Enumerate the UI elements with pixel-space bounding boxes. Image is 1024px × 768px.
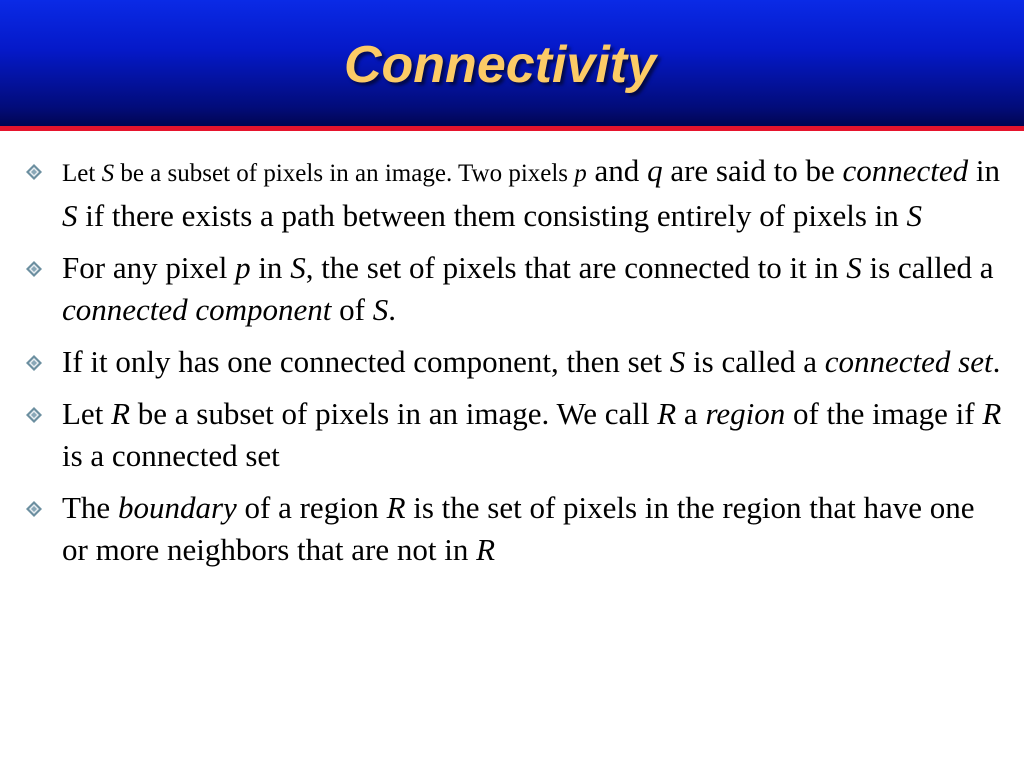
bullet-text — [62, 250, 994, 327]
bullet-text — [62, 153, 1000, 233]
text-run: is called a — [861, 250, 994, 285]
text-run: of the image if — [785, 396, 983, 431]
text-run: R — [476, 532, 496, 567]
text-run: . — [388, 292, 396, 327]
text-run: be a subset of pixels in an image. We call — [130, 396, 658, 431]
text-run: is called a — [685, 344, 825, 379]
text-run: in — [250, 250, 291, 285]
bullet-item — [22, 393, 1007, 477]
text-run: R — [111, 396, 130, 431]
text-run: p — [574, 160, 587, 187]
text-run: S — [372, 292, 389, 327]
text-run: boundary — [117, 490, 237, 525]
diamond-bullet-icon — [26, 164, 42, 180]
diamond-bullet-icon — [26, 501, 42, 517]
text-run: R — [982, 396, 1002, 431]
text-run: S — [62, 198, 78, 233]
bullet-text — [62, 396, 1001, 473]
text-run: p — [235, 250, 251, 285]
text-run: If it only has one connected component, then set — [62, 344, 670, 379]
text-run: S — [669, 344, 686, 379]
text-run: connected component — [62, 292, 332, 327]
bullet-item — [22, 341, 1007, 383]
text-run: Let — [62, 396, 112, 431]
text-run: connected set — [824, 344, 993, 379]
text-run: if there exists a path between them consisting entirely of pixels in — [77, 198, 907, 233]
text-run: q — [647, 153, 663, 188]
text-run: For any pixel — [62, 250, 236, 285]
text-run: is the set of pixels in the region that have one or more neighbors that are not in — [62, 490, 975, 567]
text-run: region — [705, 396, 786, 431]
diamond-bullet-icon — [26, 355, 42, 371]
text-run: R — [386, 490, 406, 525]
text-run: is a connected set — [62, 438, 280, 473]
bullet-text — [62, 490, 975, 567]
slide-title: Connectivity — [343, 36, 657, 94]
bullet-item — [22, 150, 1007, 237]
text-run: , the set of pixels that are connected to it in — [305, 250, 847, 285]
text-run: are said to be — [662, 153, 843, 188]
text-run: of a region — [236, 490, 387, 525]
text-run: S — [846, 250, 862, 285]
text-run: connected — [842, 153, 969, 188]
text-run: . — [992, 344, 1001, 379]
text-run: in — [968, 153, 1000, 188]
bullet-item — [22, 247, 1007, 331]
bullet-item — [22, 487, 1007, 571]
text-run: R — [657, 396, 677, 431]
text-run: S — [290, 250, 306, 285]
title-underline — [0, 126, 1024, 131]
diamond-bullet-icon — [26, 261, 42, 277]
bullet-list — [22, 150, 1007, 581]
text-run: be a subset of pixels in an image. Two pixels — [114, 160, 575, 187]
diamond-bullet-icon — [26, 407, 42, 423]
text-run: and — [586, 153, 648, 188]
text-run: S — [101, 160, 115, 187]
bullet-text — [62, 344, 1000, 379]
text-run: of — [331, 292, 373, 327]
text-run: S — [906, 198, 923, 233]
text-run: a — [676, 396, 706, 431]
text-run: Let — [62, 160, 102, 187]
text-run: The — [62, 490, 118, 525]
